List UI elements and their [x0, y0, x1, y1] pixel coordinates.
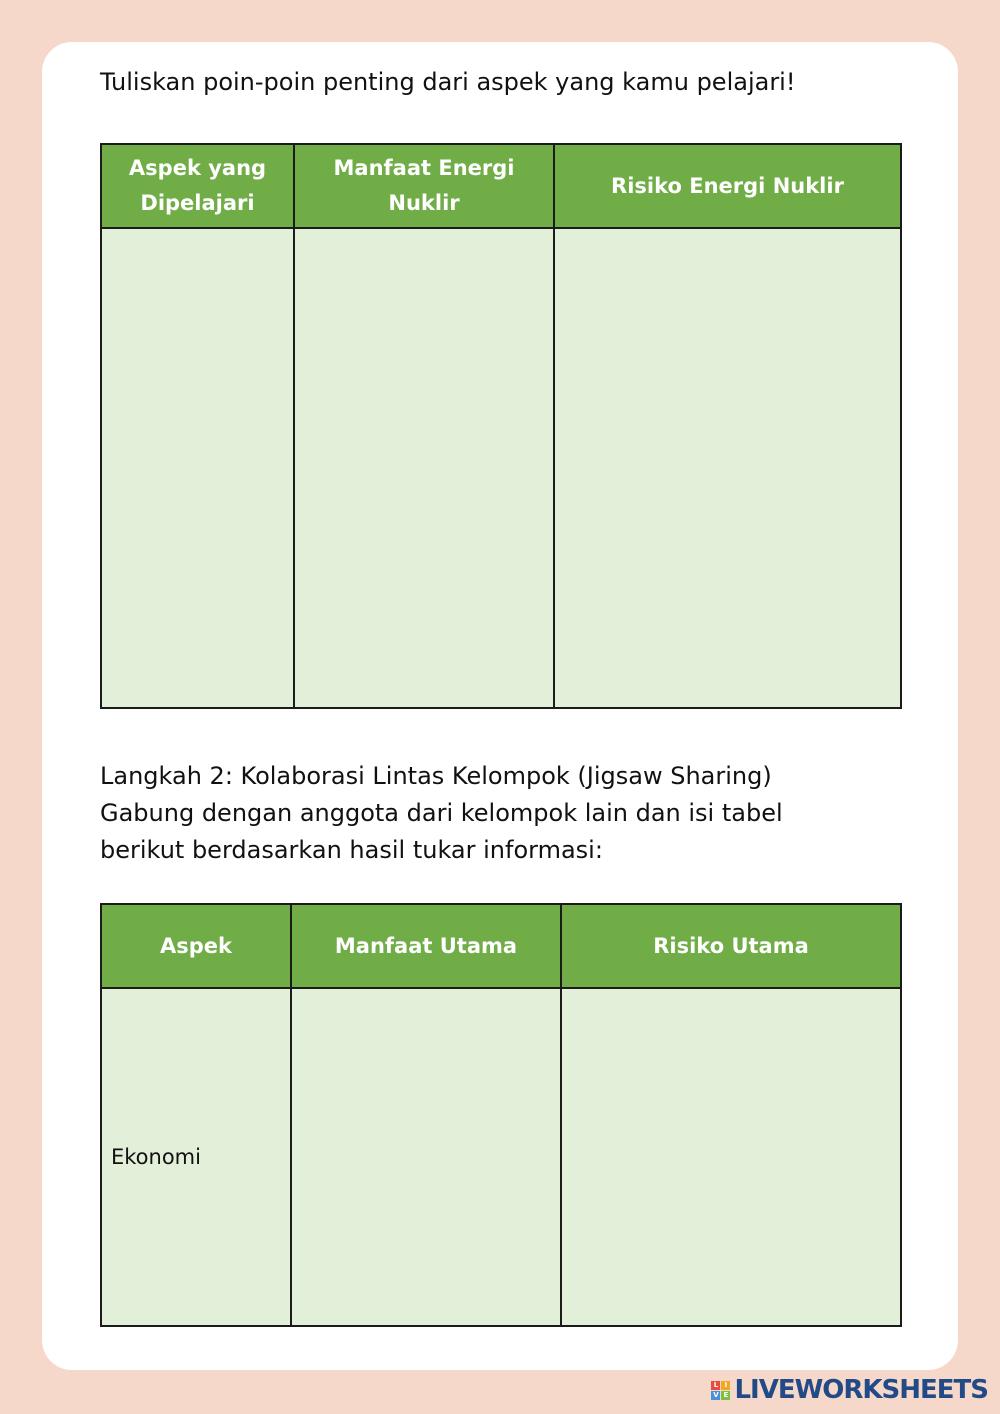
answer-cell-aspek[interactable]	[101, 228, 294, 708]
liveworksheets-logo	[711, 1374, 988, 1406]
answer-cell-risiko[interactable]	[554, 228, 901, 708]
step-2-line-3: berikut berdasarkan hasil tukar informasi:	[100, 836, 603, 864]
header-aspek: Aspek	[101, 904, 291, 988]
aspect-label: Ekonomi	[111, 1145, 201, 1169]
logo-letter-v: V	[713, 1390, 719, 1399]
brand-name: LIVEWORKSHEETS	[734, 1375, 988, 1405]
step-2-text	[100, 758, 783, 869]
table-header-row	[101, 144, 901, 228]
table-header-row	[101, 904, 901, 988]
answer-cell-manfaat[interactable]	[294, 228, 554, 708]
aspect-cell-ekonomi	[101, 988, 291, 1326]
header-risiko-energi-nuklir: Risiko Energi Nuklir	[554, 144, 901, 228]
header-manfaat-utama: Manfaat Utama	[291, 904, 561, 988]
logo-letter-l: L	[711, 1381, 720, 1390]
step-2-line-2: Gabung dengan anggota dari kelompok lain dan isi tabel	[100, 799, 783, 827]
live-logo-icon	[711, 1381, 730, 1400]
learned-aspects-table	[100, 143, 902, 709]
header-manfaat-energi-nuklir: Manfaat Energi Nuklir	[294, 144, 554, 228]
table-row	[101, 228, 901, 708]
instruction-text: Tuliskan poin-poin penting dari aspek yang kamu pelajari!	[100, 68, 796, 96]
jigsaw-sharing-table	[100, 903, 902, 1327]
answer-cell-risiko-utama[interactable]	[561, 988, 901, 1326]
answer-cell-manfaat-utama[interactable]	[291, 988, 561, 1326]
table-row	[101, 988, 901, 1326]
logo-letter-e: E	[721, 1391, 730, 1400]
logo-letter-i: I	[721, 1381, 730, 1390]
header-aspek-yang-dipelajari: Aspek yang Dipelajari	[101, 144, 294, 228]
step-2-title: Langkah 2: Kolaborasi Lintas Kelompok (Jigsaw Sharing)	[100, 762, 772, 790]
header-risiko-utama: Risiko Utama	[561, 904, 901, 988]
